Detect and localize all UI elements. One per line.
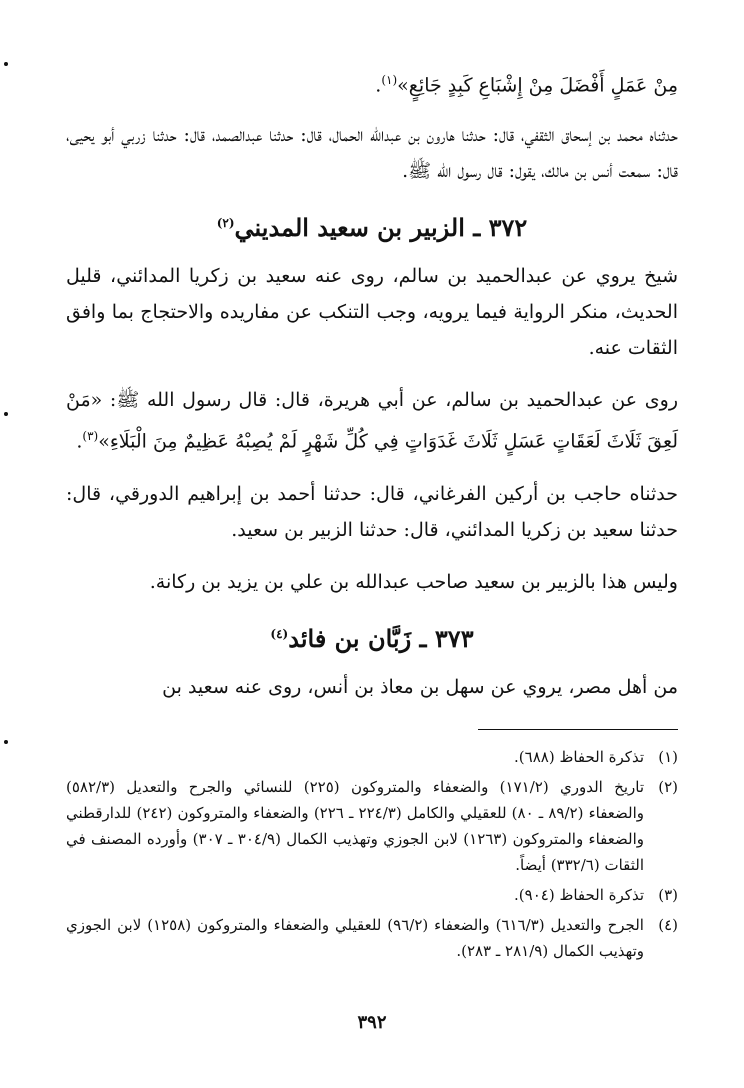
margin-mark: [4, 412, 8, 416]
paragraph: حدثناه حاجب بن أركين الفرغاني، قال: حدثنا أحمد بن إبراهيم الدورقي، قال: حدثنا سعيد بن زكريا المدائني، قال: حدثنا الزبير بن سعيد.: [66, 482, 678, 541]
footnote: [66, 882, 678, 908]
paragraph: مِنْ عَمَلٍ أَفْضَلَ مِنْ إِشْبَاعِ كَبِدٍ جَائِعٍ»$^{(١)}$.: [375, 73, 678, 97]
paragraph: حدثناه محمد بن إسحاق الثقفي، قال: حدثنا هارون بن عبدالله الحمال، قال: حدثنا عبدالصمد، قال: حدثنا زربي أبو يحيى، قال: سمعت أنس بن مالك، يقول: قال رسول الله ﷺ.: [66, 124, 678, 183]
footnote: [66, 912, 678, 964]
footnote-ref[interactable]: (٤): [270, 626, 289, 641]
footnote-number: (١): [658, 747, 678, 766]
footnote-ref[interactable]: (١): [381, 73, 398, 87]
paragraph: من أهل مصر، يروي عن سهل بن معاذ بن أنس، روى عنه سعيد بن: [162, 675, 678, 698]
page-number: ٣٩٢: [357, 1012, 387, 1033]
footnote-ref[interactable]: (٣): [82, 429, 99, 444]
footnote-number: (٢): [658, 777, 678, 796]
footnote-ref[interactable]: (٢): [216, 216, 235, 231]
paragraph: شيخ يروي عن عبدالحميد بن سالم، روى عنه سعيد بن زكريا المدائني، قليل الحديث، منكر الرواية فيما يرويه، وجب التنكب عن مفاريده والاحتجاج بما وافق الثقات عنه.: [66, 265, 678, 360]
footnote-number: (٤): [658, 915, 678, 934]
footnote-divider: [478, 729, 678, 730]
entry-heading: ٣٧٢ ـ الزبير بن سعيد المديني$^{(٢)}$: [216, 213, 528, 243]
paragraph: وليس هذا بالزبير بن سعيد صاحب عبدالله بن علي بن يزيد بن ركانة.: [149, 570, 678, 593]
footnote: [66, 774, 678, 878]
footnote: [66, 744, 678, 770]
page-content: [66, 62, 678, 1058]
paragraph: روى عن عبدالحميد بن سالم، عن أبي هريرة، قال: قال رسول الله ﷺ: «مَنْ لَعِقَ ثَلَاثَ لَعَقَاتٍ عَسَلٍ ثَلَاثَ غَدَوَاتٍ فِي كُلِّ شَهْرٍ لَمْ يُصِبْهُ عَظِيمٌ مِنَ الْبَلَاءِ»$^{(٣)}$.: [66, 389, 678, 453]
margin-mark: [4, 62, 8, 66]
footnote-text: تاريخ الدوري (١٧١/٢) والضعفاء والمتروكون (٢٢٥) للنسائي والجرح والتعديل (٥٨٢/٣) والضعفاء (٨٩/٢ ـ ٨٠) للعقيلي والكامل (٢٢٤/٣ ـ ٢٢٦) والضعفاء والمتروكون (٢٤٢) للدارقطني والضعفاء والمتروكون (١٢٦٣) لابن الجوزي وتهذيب الكمال (٣٠٤/٩ ـ ٣٠٧) وأورده المصنف في الثقات (٣٣٢/٦) أيضاً.: [66, 777, 645, 874]
footnotes: [66, 744, 678, 964]
footnote-text: الجرح والتعديل (٦١٦/٣) والضعفاء (٩٦/٢) للعقيلي والضعفاء والمتروكون (١٢٥٨) لابن الجوزي وتهذيب الكمال (٢٨١/٩ ـ ٢٨٣).: [66, 915, 644, 960]
entry-heading: ٣٧٣ ـ زَبَّان بن فائد$^{(٤)}$: [270, 623, 474, 653]
margin-mark: [4, 740, 8, 744]
footnote-text: تذكرة الحفاظ (٩٠٤).: [514, 885, 644, 904]
footnote-text: تذكرة الحفاظ (٦٨٨).: [514, 747, 644, 766]
footnote-number: (٣): [658, 885, 678, 904]
